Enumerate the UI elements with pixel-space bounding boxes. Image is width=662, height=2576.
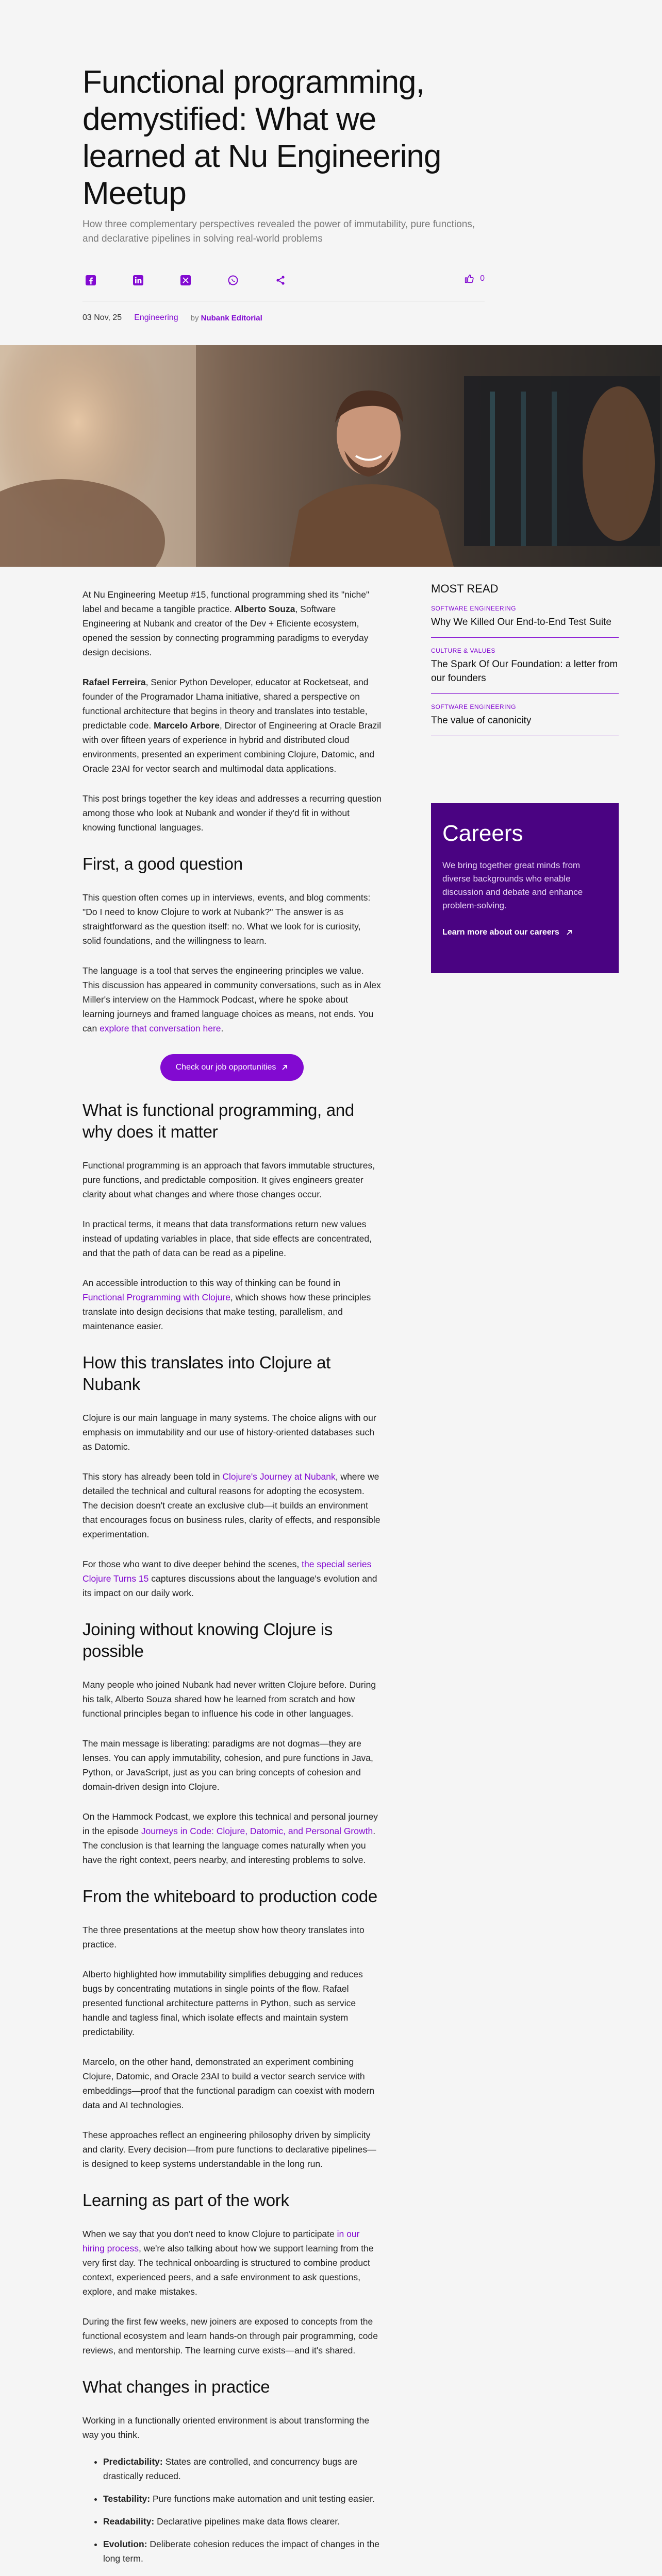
paragraph: Many people who joined Nubank had never written Clojure before. During his talk, Alberto Souza shared how he learned from scratch and how functional principles began to influence his code in other languages. <box>82 1680 376 1719</box>
list-item: • Readability: Declarative pipelines make data flows clearer. <box>103 2514 382 2529</box>
meetup-photo <box>0 345 662 567</box>
paragraph: These approaches reflect an engineering philosophy driven by simplicity and clarity. Every decision—from pure functions to declarative pipelines—is designed to keep systems understandable in the long run. <box>82 2130 376 2169</box>
paragraph: For those who want to dive deeper behind the scenes, the special series Clojure Turns 15 captures discussions about the language's evolution and its impact on our daily work. <box>82 1559 377 1598</box>
paragraph: During the first few weeks, new joiners are exposed to concepts from the functional ecosystem and learn hands-on through pair programming, code reviews, and mentorship. The learning curve exists—and it's shared. <box>82 2316 378 2355</box>
most-read-title: MOST READ <box>431 582 499 595</box>
article-header <box>0 0 662 268</box>
article-meta <box>82 313 262 323</box>
paragraph: At Nu Engineering Meetup #15, functional programming shed its "niche" label and became a tangible practice. Alberto Souza, Software Engineering at Nubank and creator of the Dev + Eficiente ecosystem, opened the session by connecting programming paradigms to everyday design decisions. <box>82 589 370 657</box>
section-heading: Joining without knowing Clojure is possible <box>82 1620 333 1660</box>
careers-text: We bring together great minds from diverse backgrounds who enable discussion and debate and enhance problem-solving. <box>442 860 583 910</box>
journeys-in-code-link[interactable]: Journeys in Code: Clojure, Datomic, and Personal Growth <box>141 1826 373 1836</box>
paragraph: Alberto highlighted how immutability simplifies debugging and reduces bugs by concentrating mutations in single points of the flow. Rafael presented functional architecture patterns in Python, such as service handle and tagless final, which isolate effects and maintain system predictability. <box>82 1969 363 2037</box>
paragraph: Rafael Ferreira, Senior Python Developer, educator at Rocketseat, and founder of the Programador Lhama initiative, shared a perspective on functional architecture that begins in theory and translates into testable, predictable code. Marcelo Arbore, Director of Engineering at Oracle Brazil with over fifteen years of experience in hybrid and distributed cloud environments, presented an experiment combining Clojure, Datomic, and Oracle 23AI for vector search and multimodal data applications. <box>82 677 382 774</box>
paragraph: Clojure is our main language in many systems. The choice aligns with our emphasis on immutability and our use of history-oriented databases such as Datomic. <box>82 1413 376 1452</box>
paragraph: This question often comes up in interviews, events, and blog comments: "Do I need to know Clojure to work at Nubank?" The answer is as straightforward as the question itself: no. What we look for is curiosity, solid foundations, and the willingness to learn. <box>82 892 371 946</box>
job-opportunities-button[interactable]: Check our job opportunities <box>160 1054 304 1081</box>
page-subtitle: How three complementary perspectives revealed the power of immutability, pure functions, and declarative pipelines in solving real-world problems <box>82 219 475 244</box>
paragraph: In practical terms, it means that data transformations return new values instead of updating variables in place, that side effects are concentrated, and that the path of data can be read as a pipeline. <box>82 1219 372 1258</box>
most-read-category: SOFTWARE ENGINEERING <box>431 605 516 612</box>
share-icon[interactable] <box>272 272 289 289</box>
sidebar <box>431 582 619 973</box>
clojure-turns-15-link[interactable]: the special series Clojure Turns 15 <box>82 1559 372 1584</box>
arrow-up-right-icon <box>566 929 573 936</box>
most-read-category: CULTURE & VALUES <box>431 647 495 654</box>
author-link[interactable]: Nubank Editorial <box>201 313 262 323</box>
page-title: Functional programming, demystified: What we learned at Nu Engineering Meetup <box>82 64 441 211</box>
category-link[interactable]: Engineering <box>134 313 178 322</box>
list-item: • Evolution: Deliberate cohesion reduces the impact of changes in the long term. <box>103 2537 382 2566</box>
like-count: 0 <box>480 274 485 283</box>
section-heading: How this translates into Clojure at Nubank <box>82 1353 331 1394</box>
paragraph: An accessible introduction to this way of thinking can be found in Functional Programming with Clojure, which shows how these principles translate into design decisions that make testing, parallelism, and maintenance easier. <box>82 1278 371 1331</box>
careers-link[interactable]: Learn more about our careers <box>442 928 607 937</box>
paragraph: Marcelo, on the other hand, demonstrated an experiment combining Clojure, Datomic, and Oracle 23AI to build a vector search service with embeddings—proof that the functional paradigm can coexist with modern data and AI technologies. <box>82 2057 375 2110</box>
hero-image <box>0 345 662 567</box>
section-heading: What is functional programming, and why does it matter <box>82 1100 354 1141</box>
podcast-link[interactable]: explore that conversation here <box>100 1023 221 1033</box>
publish-date: 03 Nov, 25 <box>82 313 122 322</box>
most-read-item[interactable] <box>431 694 619 736</box>
paragraph: The three presentations at the meetup show how theory translates into practice. <box>82 1925 365 1950</box>
section-heading: From the whiteboard to production code <box>82 1887 377 1906</box>
benefits-list <box>82 2454 382 2566</box>
thumbs-up-icon <box>464 273 475 284</box>
most-read-link[interactable]: Why We Killed Our End-to-End Test Suite <box>431 617 611 628</box>
careers-title: Careers <box>442 821 523 846</box>
section-heading: Learning as part of the work <box>82 2191 289 2210</box>
hiring-process-link[interactable]: in our hiring process <box>82 2229 360 2253</box>
most-read-item[interactable] <box>431 638 619 694</box>
byline <box>191 314 262 323</box>
cta-container <box>82 1054 382 1081</box>
whatsapp-icon[interactable] <box>225 272 241 289</box>
twitter-x-icon[interactable] <box>177 272 194 289</box>
most-read-link[interactable]: The Spark Of Our Foundation: a letter from our founders <box>431 659 618 684</box>
fp-clojure-link[interactable]: Functional Programming with Clojure <box>82 1292 230 1302</box>
most-read-item[interactable] <box>431 596 619 638</box>
section-heading: What changes in practice <box>82 2377 270 2396</box>
most-read-link[interactable]: The value of canonicity <box>431 715 532 726</box>
most-read-category: SOFTWARE ENGINEERING <box>431 703 516 710</box>
article-body <box>82 572 382 2576</box>
arrow-up-right-icon <box>281 1064 288 1071</box>
like-button[interactable] <box>464 273 485 284</box>
careers-card <box>431 803 619 973</box>
clojure-journey-link[interactable]: Clojure's Journey at Nubank <box>222 1471 336 1482</box>
paragraph: Functional programming is an approach that favors immutable structures, pure functions, and predictable composition. It gives engineers greater clarity about what changes and where those changes occur. <box>82 1160 375 1199</box>
paragraph: Working in a functionally oriented environment is about transforming the way you think. <box>82 2415 370 2440</box>
linkedin-icon[interactable] <box>130 272 146 289</box>
paragraph: The main message is liberating: paradigms are not dogmas—they are lenses. You can apply immutability, cohesion, and pure functions in Java, Python, or JavaScript, just as you can bring concepts of cohesion and domain-driven design into Clojure. <box>82 1738 373 1792</box>
paragraph: When we say that you don't need to know Clojure to participate in our hiring process, we're also talking about how we support learning from the very first day. The technical onboarding is structured to combine product context, experienced peers, and a safe environment to ask questions, explore, and make mistakes. <box>82 2229 374 2297</box>
share-bar <box>82 272 485 289</box>
paragraph: This post brings together the key ideas and addresses a recurring question among those who look at Nubank and wonder if they'd fit in without knowing functional languages. <box>82 793 382 833</box>
section-heading: First, a good question <box>82 854 243 873</box>
paragraph: On the Hammock Podcast, we explore this technical and personal journey in the episode Journeys in Code: Clojure, Datomic, and Personal Growth. The conclusion is that learning the language comes naturally when you have the right context, peers nearby, and interesting problems to solve. <box>82 1811 378 1865</box>
paragraph: The language is a tool that serves the engineering principles we value. This discussion has appeared in community conversations, such as in Alex Miller's interview on the Hammock Podcast, where he spoke about learning journeys and framed language choices as means, not ends. You can explore that conversation here. <box>82 965 381 1033</box>
list-item: • Testability: Pure functions make automation and unit testing easier. <box>103 2492 382 2506</box>
facebook-icon[interactable] <box>82 272 99 289</box>
paragraph: This story has already been told in Clojure's Journey at Nubank, where we detailed the technical and cultural reasons for adopting the ecosystem. The decision doesn't create an exclusive club—it builds an environment that encourages focus on business rules, clarity of effects, and responsible experimentation. <box>82 1471 380 1539</box>
list-item: • Predictability: States are controlled, and concurrency bugs are drastically reduced. <box>103 2454 382 2483</box>
by-label: by <box>190 313 199 323</box>
